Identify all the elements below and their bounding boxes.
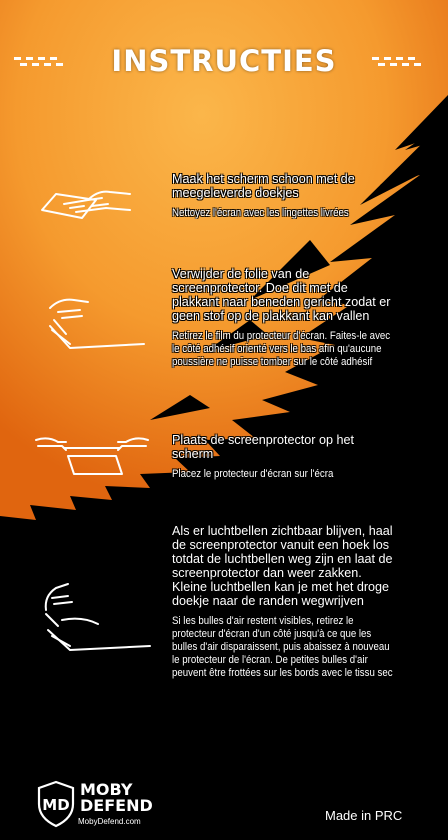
brand-name bbox=[80, 782, 153, 814]
step-2-french-text: Retirez le film du protecteur d'écran. Faites-le avec le côté adhésif orienté vers le bas afin qu'aucune poussière ne puisse tomber sur le côté adhésif bbox=[172, 330, 391, 368]
hands-placing-protector-icon bbox=[32, 430, 152, 480]
hand-cleaning-screen-icon bbox=[36, 180, 136, 230]
brand-line-2: DEFEND bbox=[80, 796, 153, 815]
page-title: INSTRUCTIES bbox=[111, 44, 337, 78]
brand-line-1: MOBY bbox=[80, 780, 133, 799]
hand-peeling-film-icon bbox=[40, 290, 150, 356]
step-2 bbox=[172, 267, 394, 369]
logo-letters: MD bbox=[42, 796, 70, 814]
moby-defend-shield-logo bbox=[36, 780, 76, 828]
step-4-dutch-text: Als er luchtbellen zichtbaar blijven, haal de screenprotector vanuit een hoek los totdat de luchtbellen weg zijn en laat de screenprotector dan weer zakken. Kleine luchtbellen kan je met het droge doekje naar de randen wegwrijven bbox=[172, 524, 393, 608]
step-3-dutch-text: Plaats de screenprotector op het scherm bbox=[172, 433, 355, 461]
step-2-dutch-text: Verwijder de folie van de screenprotector. Doe dit met de plakkant naar beneden gericht zodat er geen stof op de plakkant kan vallen bbox=[172, 267, 391, 323]
step-1-dutch-text: Maak het scherm schoon met de meegeleverde doekjes bbox=[172, 172, 355, 200]
hand-smoothing-bubbles-icon bbox=[38, 580, 154, 656]
brand-website: MobyDefend.com bbox=[78, 817, 141, 826]
step-4 bbox=[172, 524, 394, 680]
step-1-french-text: Nettoyez l'écran avec les lingettes livrées bbox=[172, 207, 349, 219]
step-1 bbox=[172, 172, 394, 220]
step-3 bbox=[172, 433, 394, 481]
made-in-label: Made in PRC bbox=[325, 808, 403, 823]
step-4-french-text: Si les bulles d'air restent visibles, retirez le protecteur d'écran d'un côté jusqu'à ce que les bulles d'air disparaissent, puis abaissez à nouveau le protecteur de l'écran. De petites bulles d'air peuvent être frottées sur les bords avec le tissu sec bbox=[172, 615, 393, 679]
step-3-french-text: Placez le protecteur d'écran sur l'écra bbox=[172, 468, 334, 480]
title-dashes-right bbox=[352, 56, 422, 68]
